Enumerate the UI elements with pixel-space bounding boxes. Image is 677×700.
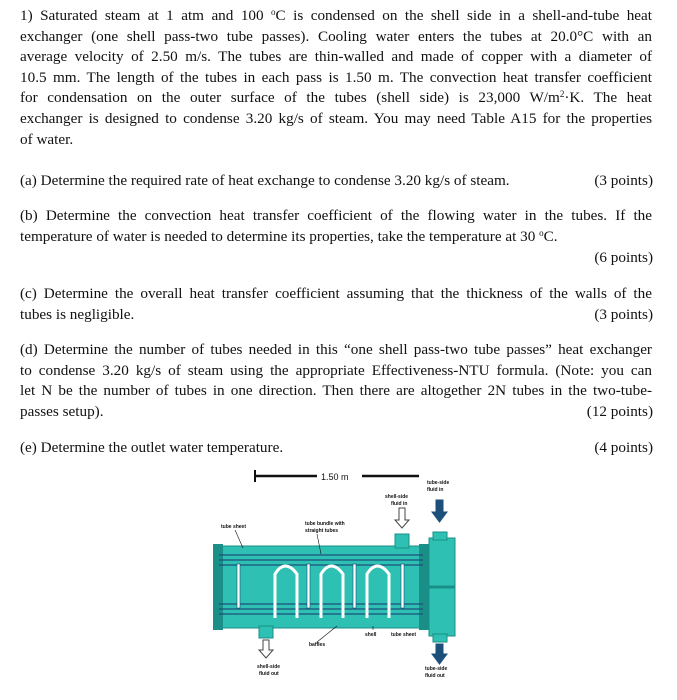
baffle-plate (401, 564, 404, 608)
part-d-line-1: (d) Determine the number of tubes needed in this “one shell pass-two tube passes” heat exchanger (20, 341, 652, 358)
part-a (20, 171, 652, 192)
intro-line-5: for condensation on the outer surface of the tubes (shell side) is 23,000 $W/m^2\cdot K$. The heat (20, 89, 652, 107)
part-b-points: (6 points) (594, 249, 653, 266)
part-e-text: (e) Determine the outlet water temperature. (20, 439, 284, 456)
length-dimension (255, 470, 419, 482)
baffle-plate (353, 564, 356, 608)
part-c-points: (3 points) (594, 306, 653, 323)
intro-line-1: 1) Saturated steam at 1 atm and 100 $^o$C is condensed on the shell side in a shell-and-tube heat (20, 7, 652, 24)
part-e-points: (4 points) (594, 439, 653, 456)
shell-label: shell (365, 632, 377, 638)
tube-side-out-label-1: tube-side (425, 666, 448, 672)
tube-sheet-right-label: tube sheet (391, 632, 417, 638)
part-a-points: (3 points) (594, 172, 653, 189)
part-d-line-3: let N be the number of tubes in one direction. Then there are altogether 2N tubes in the two-tube- (20, 382, 652, 400)
shell-side-in-label-2: fluid in (391, 501, 408, 507)
part-c (20, 284, 652, 325)
part-d-line-2: to condense 3.20 kg/s of steam using the appropriate Effectiveness-NTU formula. (Note: you can (20, 361, 652, 379)
tube-side-in-label-2: fluid in (427, 487, 444, 493)
shell-side-out-label-1: shell-side (257, 664, 281, 670)
intro-line-3: average velocity of 2.50 m/s. The tubes are thin-walled and made of copper with a diameter of (20, 48, 652, 66)
tube-sheet-left-label: tube sheet (221, 524, 247, 530)
shell-side-out-label-2: fluid out (259, 671, 279, 677)
shell-side-in-label-1: shell-side (385, 494, 409, 500)
heat-exchanger-diagram (205, 468, 475, 690)
part-c-line-1: (c) Determine the overall heat transfer coefficient assuming that the thickness of the walls of the (20, 285, 652, 302)
tube-bundle-label-2: straight tubes (305, 528, 339, 534)
part-b-line-2: temperature of water is needed to determine its properties, take the temperature at 30 $^o$C. (20, 227, 558, 245)
shell-body (213, 532, 455, 642)
tube-side-in-arrow (432, 500, 447, 522)
part-b (20, 206, 652, 247)
tube-side-out-arrow (432, 644, 447, 664)
shell-side-out-arrow (259, 640, 273, 658)
baffles-label: baffles (309, 642, 326, 648)
part-d-line-4: passes setup). (20, 402, 104, 420)
tube-side-out-label-2: fluid out (425, 673, 445, 679)
tube-side-in-label-1: tube-side (427, 480, 450, 486)
part-d (20, 340, 652, 422)
part-d-points: (12 points) (586, 403, 653, 420)
heat-exchanger-figure (205, 468, 475, 690)
part-c-line-2: tubes is negligible. (20, 305, 135, 323)
intro-line-2: exchanger (one shell pass-two tube passes). Cooling water enters the tubes at 20.0°C with an (20, 27, 652, 45)
baffle-plate (237, 564, 240, 608)
length-label: 1.50 m (321, 472, 349, 482)
intro-line-4: 10.5 mm. The length of the tubes in each pass is 1.50 m. The convection heat transfer coefficient (20, 68, 652, 86)
tube-bundle-label-1: tube bundle with (305, 521, 345, 527)
intro-line-6: exchanger is designed to condense 3.20 kg/s of steam. You may need Table A15 for the properties (20, 109, 652, 127)
shell-side-in-arrow (395, 508, 409, 528)
part-b-line-1: (b) Determine the convection heat transfer coefficient of the flowing water in the tubes. If the (20, 207, 652, 224)
baffle-plate (307, 564, 310, 608)
intro-line-7: of water. (20, 130, 74, 148)
problem-intro (20, 6, 652, 150)
part-a-text: (a) Determine the required rate of heat exchange to condense 3.20 kg/s of steam. (20, 172, 510, 189)
part-e (20, 438, 652, 459)
